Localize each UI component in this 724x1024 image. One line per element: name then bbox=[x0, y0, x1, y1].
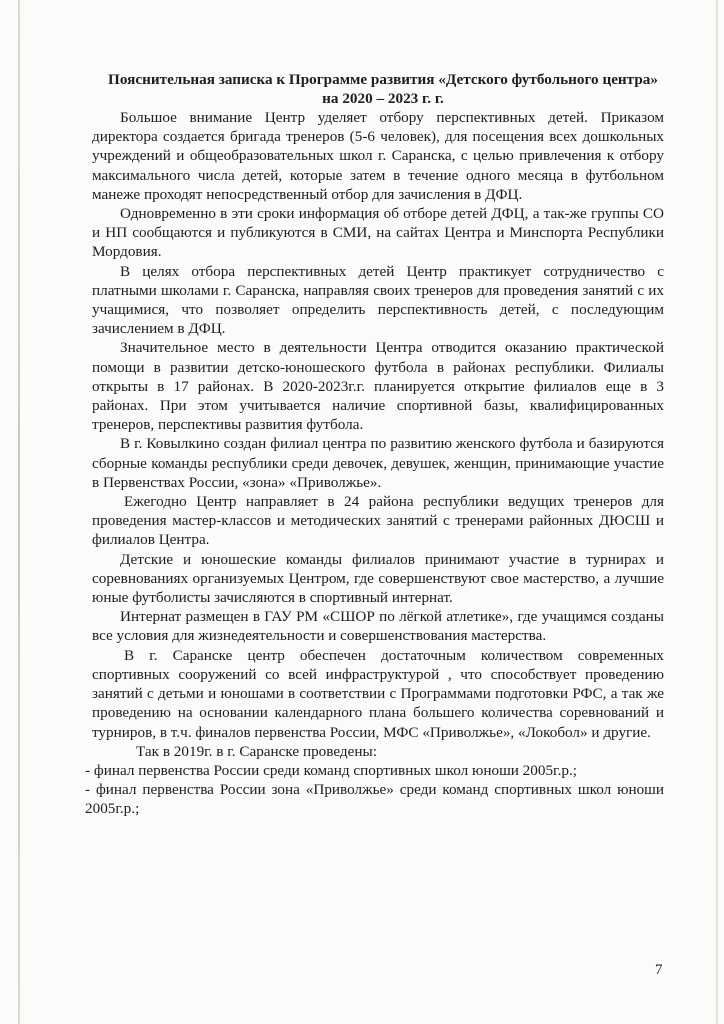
paragraph-selection: Большое внимание Центр уделяет отбору перспективных детей. Приказом директора создается бригада тренеров (5-6 человек), для посещения всех дошкольных учреждений и общеобразовательных школ г. Саранска, с целью привлечения к отбору максимального числа детей, которые затем в течение одного месяца в футбольном манеже проходят непосредственный отбор для зачисления в ДФЦ. bbox=[92, 109, 664, 203]
paragraph-saransk-facilities: В г. Саранске центр обеспечен достаточным количеством современных спортивных сооружений со всей инфраструктурой , что способствует проведению занятий с детьми и юношами в соответствии с Программами подготовки РФС, а так же проведению на основании календарного плана большего количества соревнований и турниров, в т.ч. финалов первенства России, МФС «Приволжье», «Локобол» и другие. bbox=[92, 646, 664, 741]
list-item: - финал первенства России зона «Приволжье» среди команд спортивных школ юноши 2005г.р.; bbox=[85, 781, 664, 818]
paragraph-media: Одновременно в эти сроки информация об отборе детей ДФЦ, а так-же группы СО и НП сообщаются и публикуются в СМИ, на сайтах Центра и Минспорта Республики Мордовия. bbox=[92, 205, 664, 261]
paragraph-branches: Значительное место в деятельности Центра отводится оказанию практической помощи в развитии детско-юношеского футбола в районах республики. Филиалы открыты в 17 районах. В 2020-2023г.г. планируется открытие филиалов еще в 3 районах. При этом учитывается наличие спортивной базы, квалифицированных тренеров, перспективы развития футбола. bbox=[92, 339, 664, 434]
paragraph-kovylkino: В г. Ковылкино создан филиал центра по развитию женского футбола и базируются сборные команды республики среди девочек, девушек, женщин, принимающие участие в Первенствах России, «зона» «Приволжье». bbox=[92, 435, 664, 491]
paragraph-masterclasses: Ежегодно Центр направляет в 24 района республики ведущих тренеров для проведения мастер-классов и методических занятий с тренерами районных ДЮСШ и филиалов Центра. bbox=[92, 493, 664, 549]
events-list bbox=[85, 742, 664, 819]
paragraph-cooperation: В целях отбора перспективных детей Центр практикует сотрудничество с платными школами г. Саранска, направляя своих тренеров для проведения занятий с их учащимися, что позволяет определить перспективность детей, с последующим зачислением в ДФЦ. bbox=[92, 262, 664, 338]
paragraph-tournaments: Детские и юношеские команды филиалов принимают участие в турнирах и соревнованиях организуемых Центром, где совершенствуют свое мастерство, а лучшие юные футболисты зачисляются в спортивный интернат. bbox=[92, 550, 664, 607]
list-item: - финал первенства России среди команд спортивных школ юноши 2005г.р.; bbox=[85, 761, 577, 779]
scan-edge-left bbox=[18, 0, 20, 1024]
document-page bbox=[85, 70, 664, 819]
page-number: 7 bbox=[655, 962, 663, 978]
document-title: Пояснительная записка к Программе развития «Детского футбольного центра» на 2020 – 2023 г. г. bbox=[108, 71, 658, 107]
paragraph-boarding-school: Интернат размещен в ГАУ РМ «СШОР по лёгкой атлетике», где учащимся созданы все условия для жизнедеятельности и совершенствования мастерства. bbox=[92, 608, 664, 645]
list-intro: Так в 2019г. в г. Саранске проведены: bbox=[136, 742, 377, 760]
scan-edge-right bbox=[716, 0, 718, 1024]
